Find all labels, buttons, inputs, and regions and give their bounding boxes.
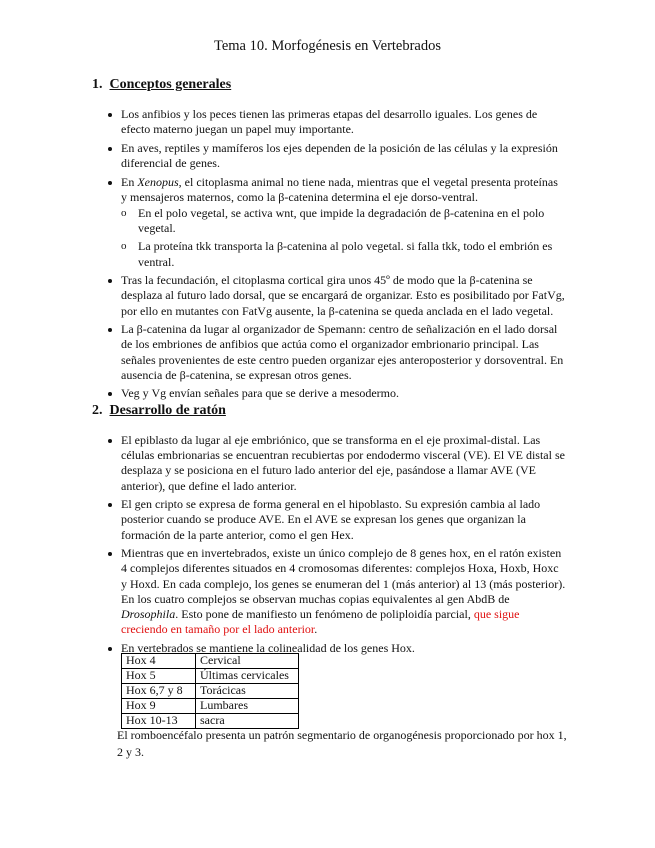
bullet-text: Veg y Vg envían señales para que se derive a mesodermo.: [121, 386, 400, 401]
table-row: [122, 699, 299, 714]
sub-list-item: [138, 206, 566, 236]
list-item: [121, 433, 566, 494]
section-heading-1: [92, 76, 231, 94]
sub-bullet-text: En el polo vegetal, se activa wnt, que impide la degradación de β-catenina en el polo vegetal.: [138, 206, 545, 236]
page-title: Tema 10. Morfogénesis en Vertebrados: [213, 38, 442, 54]
table-cell: Hox 4: [122, 654, 196, 669]
after-table-paragraph: El romboencéfalo presenta un patrón segmentario de organogénesis proporcionado por hox 1, 2 y 3.: [117, 728, 567, 759]
section-number: 1.: [92, 77, 103, 92]
table-cell: Últimas cervicales: [196, 669, 299, 684]
bullet-text: En: [121, 174, 138, 189]
section-number: 2.: [92, 403, 103, 418]
bullet-text: , el citoplasma animal no tiene nada, mientras que el vegetal presenta proteínas y mensajeros maternos, como la β-catenina determina el eje dorso-ventral.: [121, 174, 558, 204]
bullet-text: En vertebrados se mantiene la colinealidad de los genes Hox.: [121, 640, 415, 655]
table-cell: Lumbares: [196, 699, 299, 714]
bullet-text: El epiblasto da lugar al eje embriónico, que se transforma en el eje proximal-distal. Las células embrionarias se encuentran recubiertas por endodermo visceral (VE). El VE distal se desplaza y se posiciona en el futuro lado anterior del eje, pasándose a llamar AVE (VE anterior), que define el lado anterior.: [121, 433, 565, 493]
list-item: [121, 141, 566, 171]
table-cell: Hox 10-13: [122, 714, 196, 729]
section-title: Conceptos generales: [109, 77, 232, 92]
bullet-text: .: [314, 622, 318, 637]
section-1-list: [121, 107, 566, 405]
sub-list: [121, 206, 566, 270]
table-row: [122, 669, 299, 684]
list-item: [121, 175, 566, 270]
bullet-text: La β-catenina da lugar al organizador de Spemann: centro de señalización en el lado dorsal de los embriones de anfibios que actúa como el organizador embrionario principal. Las señales provenientes de este centro pueden organizar ejes anteroposterior y dorsoventral. En ausencia de β-catenina, se expresan otros genes.: [121, 322, 564, 382]
list-item: [121, 322, 566, 383]
hox-table: [121, 653, 299, 729]
bullet-text: El gen cripto se expresa de forma general en el hipoblasto. Su expresión cambia al lado posterior cuando se produce AVE. En el AVE se expresan los genes que organizan la formación de la parte anterior, como el gen Hex.: [121, 497, 541, 542]
table-cell: Cervical: [196, 654, 299, 669]
table-cell: Torácicas: [196, 684, 299, 699]
sub-bullet-text: La proteína tkk transporta la β-catenina al polo vegetal. si falla tkk, todo el embrión es ventral.: [138, 239, 553, 269]
list-item: [121, 273, 566, 319]
list-item: [121, 386, 566, 401]
bullet-text: Tras la fecundación, el citoplasma cortical gira unos 45º de modo que la β-catenina se desplaza al futuro lado dorsal, que se encargará de organizar. Esto es posibilitado por FatVg, por ello en mutantes con FatVg ausente, la β-catenina se queda anclada en el lado vegetal.: [121, 273, 565, 318]
section-2-list: [121, 433, 566, 659]
bullet-text: En aves, reptiles y mamíferos los ejes dependen de la posición de las células y la expresión diferencial de genes.: [121, 140, 558, 170]
list-item: [121, 546, 566, 637]
bullet-text: Los anfibios y los peces tienen las primeras etapas del desarrollo iguales. Los genes de efecto materno juegan un papel muy importante.: [121, 107, 538, 137]
table-cell: Hox 5: [122, 669, 196, 684]
bullet-text: Mientras que en invertebrados, existe un único complejo de 8 genes hox, en el ratón existen 4 complejos diferentes situados en 4 cromosomas diferentes: complejos Hoxa, Hoxb, Hoxc y Hoxd. En cada complejo, los genes se enumeran del 1 (más anterior) al 13 (más posterior). En los cuatro complejos se observan muchas copias equivalentes al gen AbdB de: [121, 546, 566, 606]
list-item: [121, 107, 566, 137]
table-cell: sacra: [196, 714, 299, 729]
highlighted-text: que sigue creciendo en tamaño por el lado anterior: [121, 607, 520, 637]
italic-term: Xenopus: [137, 174, 179, 189]
table-cell: Hox 6,7 y 8: [122, 684, 196, 699]
table-row: [122, 684, 299, 699]
sub-list-item: [138, 239, 566, 269]
table-cell: Hox 9: [122, 699, 196, 714]
italic-term: Drosophila: [121, 607, 176, 622]
section-title: Desarrollo de ratón: [109, 403, 226, 418]
list-item: [121, 497, 566, 543]
bullet-text: . Esto pone de manifiesto un fenómeno de poliploidía parcial,: [175, 607, 474, 622]
table-row: [122, 654, 299, 669]
section-heading-2: [92, 402, 226, 420]
